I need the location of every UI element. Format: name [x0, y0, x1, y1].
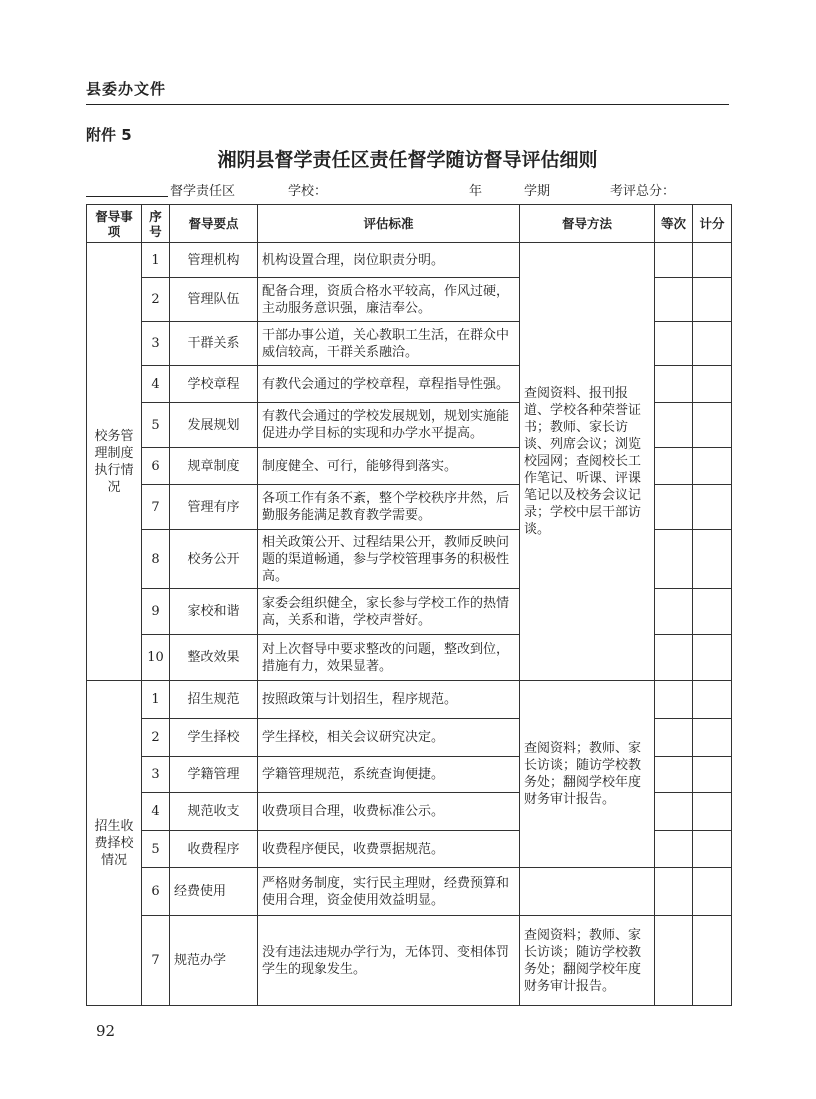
row-standard: 对上次督导中要求整改的问题，整改到位，措施有力，效果显著。 — [258, 635, 520, 681]
score-cell[interactable] — [693, 403, 732, 448]
method-cell: 查阅资料；教师、家长访谈；随访学校教务处；翻阅学校年度财务审计报告。 — [520, 916, 655, 1006]
grade-cell[interactable] — [655, 589, 693, 635]
grade-cell[interactable] — [655, 278, 693, 322]
table-row — [87, 243, 732, 278]
row-standard: 各项工作有条不紊，整个学校秩序井然，后勤服务能满足教育教学需要。 — [258, 485, 520, 530]
score-cell[interactable] — [693, 719, 732, 757]
row-standard: 相关政策公开、过程结果公开，教师反映问题的渠道畅通，参与学校管理事务的积极性高。 — [258, 530, 520, 589]
row-point: 规章制度 — [170, 448, 258, 485]
form-meta-line — [86, 180, 729, 202]
row-no: 6 — [142, 448, 170, 485]
row-point: 学校章程 — [170, 366, 258, 403]
row-standard: 家委会组织健全，家长参与学校工作的热情高，关系和谐，学校声誉好。 — [258, 589, 520, 635]
row-point: 经费使用 — [170, 868, 258, 916]
page-title: 湘阴县督学责任区责任督学随访督导评估细则 — [217, 149, 598, 171]
score-cell[interactable] — [693, 448, 732, 485]
score-cell[interactable] — [693, 485, 732, 530]
row-standard: 没有违法违规办学行为，无体罚、变相体罚学生的现象发生。 — [258, 916, 520, 1006]
row-no: 7 — [142, 485, 170, 530]
col-no: 序号 — [142, 205, 170, 243]
row-no: 2 — [142, 278, 170, 322]
row-no: 2 — [142, 719, 170, 757]
score-cell[interactable] — [693, 831, 732, 868]
row-no: 8 — [142, 530, 170, 589]
meta-zone: 督学责任区 — [170, 184, 236, 199]
col-standard: 评估标准 — [258, 205, 520, 243]
grade-cell[interactable] — [655, 719, 693, 757]
row-standard: 收费项目合理，收费标准公示。 — [258, 793, 520, 831]
row-point: 家校和谐 — [170, 589, 258, 635]
page-number: 92 — [96, 1022, 116, 1040]
score-cell[interactable] — [693, 681, 732, 719]
score-cell[interactable] — [693, 868, 732, 916]
row-standard: 学籍管理规范，系统查询便捷。 — [258, 757, 520, 793]
row-no: 6 — [142, 868, 170, 916]
row-standard: 严格财务制度，实行民主理财，经费预算和使用合理，资金使用效益明显。 — [258, 868, 520, 916]
score-cell[interactable] — [693, 589, 732, 635]
score-cell[interactable] — [693, 635, 732, 681]
row-standard: 制度健全、可行，能够得到落实。 — [258, 448, 520, 485]
category-cell: 校务管理制度执行情况 — [87, 243, 142, 681]
row-no: 4 — [142, 793, 170, 831]
evaluation-table — [86, 204, 732, 1006]
attachment-label: 附件 5 — [86, 126, 132, 144]
grade-cell[interactable] — [655, 530, 693, 589]
meta-school: 学校： — [288, 184, 328, 199]
meta-score: 考评总分： — [610, 184, 676, 199]
row-standard: 收费程序便民，收费票据规范。 — [258, 831, 520, 868]
row-point: 管理机构 — [170, 243, 258, 278]
grade-cell[interactable] — [655, 485, 693, 530]
row-point: 学生择校 — [170, 719, 258, 757]
score-cell[interactable] — [693, 757, 732, 793]
row-point: 管理有序 — [170, 485, 258, 530]
method-cell: 查阅资料、报刊报道、学校各种荣誉证书；教师、家长访谈、列席会议；浏览校园网；查阅校长工作笔记、听课、评课笔记以及校务会议记录；学校中层干部访谈。 — [520, 243, 655, 681]
grade-cell[interactable] — [655, 793, 693, 831]
score-cell[interactable] — [693, 793, 732, 831]
row-no: 10 — [142, 635, 170, 681]
score-cell[interactable] — [693, 366, 732, 403]
row-no: 5 — [142, 403, 170, 448]
score-cell[interactable] — [693, 243, 732, 278]
grade-cell[interactable] — [655, 448, 693, 485]
score-cell[interactable] — [693, 916, 732, 1006]
method-cell-empty — [520, 868, 655, 916]
grade-cell[interactable] — [655, 635, 693, 681]
row-standard: 配备合理，资质合格水平较高，作风过硬，主动服务意识强，廉洁奉公。 — [258, 278, 520, 322]
score-cell[interactable] — [693, 278, 732, 322]
score-cell[interactable] — [693, 530, 732, 589]
grade-cell[interactable] — [655, 831, 693, 868]
row-point: 规范收支 — [170, 793, 258, 831]
row-standard: 按照政策与计划招生，程序规范。 — [258, 681, 520, 719]
table-header-row — [87, 205, 732, 243]
row-point: 校务公开 — [170, 530, 258, 589]
grade-cell[interactable] — [655, 243, 693, 278]
score-cell[interactable] — [693, 322, 732, 366]
row-point: 干群关系 — [170, 322, 258, 366]
row-standard: 有教代会通过的学校发展规划，规划实施能促进办学目标的实现和办学水平提高。 — [258, 403, 520, 448]
row-standard: 干部办事公道，关心教职工生活，在群众中威信较高，干群关系融洽。 — [258, 322, 520, 366]
row-standard: 学生择校，相关会议研究决定。 — [258, 719, 520, 757]
method-cell: 查阅资料；教师、家长访谈；随访学校教务处；翻阅学校年度财务审计报告。 — [520, 681, 655, 868]
category-cell: 招生收费择校情况 — [87, 681, 142, 1006]
col-grade: 等次 — [655, 205, 693, 243]
row-point: 管理队伍 — [170, 278, 258, 322]
table-row — [87, 681, 732, 719]
row-point: 收费程序 — [170, 831, 258, 868]
grade-cell[interactable] — [655, 366, 693, 403]
col-point: 督导要点 — [170, 205, 258, 243]
header-rule — [86, 104, 729, 105]
row-standard: 机构设置合理，岗位职责分明。 — [258, 243, 520, 278]
meta-year: 年 — [469, 184, 483, 199]
grade-cell[interactable] — [655, 681, 693, 719]
row-no: 5 — [142, 831, 170, 868]
row-no: 3 — [142, 757, 170, 793]
grade-cell[interactable] — [655, 757, 693, 793]
row-point: 学籍管理 — [170, 757, 258, 793]
document-header: 县委办文件 — [86, 80, 167, 98]
meta-term: 学期 — [524, 184, 551, 199]
zone-blank — [86, 196, 168, 197]
row-no: 4 — [142, 366, 170, 403]
row-point: 规范办学 — [170, 916, 258, 1006]
grade-cell[interactable] — [655, 403, 693, 448]
row-point: 招生规范 — [170, 681, 258, 719]
row-no: 1 — [142, 243, 170, 278]
row-point: 发展规划 — [170, 403, 258, 448]
row-no: 9 — [142, 589, 170, 635]
row-point: 整改效果 — [170, 635, 258, 681]
grade-cell[interactable] — [655, 916, 693, 1006]
grade-cell[interactable] — [655, 868, 693, 916]
table-row — [87, 916, 732, 1006]
row-no: 7 — [142, 916, 170, 1006]
table-row — [87, 868, 732, 916]
col-method: 督导方法 — [520, 205, 655, 243]
row-no: 1 — [142, 681, 170, 719]
row-no: 3 — [142, 322, 170, 366]
col-score: 计分 — [693, 205, 732, 243]
col-item: 督导事项 — [87, 205, 142, 243]
grade-cell[interactable] — [655, 322, 693, 366]
row-standard: 有教代会通过的学校章程，章程指导性强。 — [258, 366, 520, 403]
